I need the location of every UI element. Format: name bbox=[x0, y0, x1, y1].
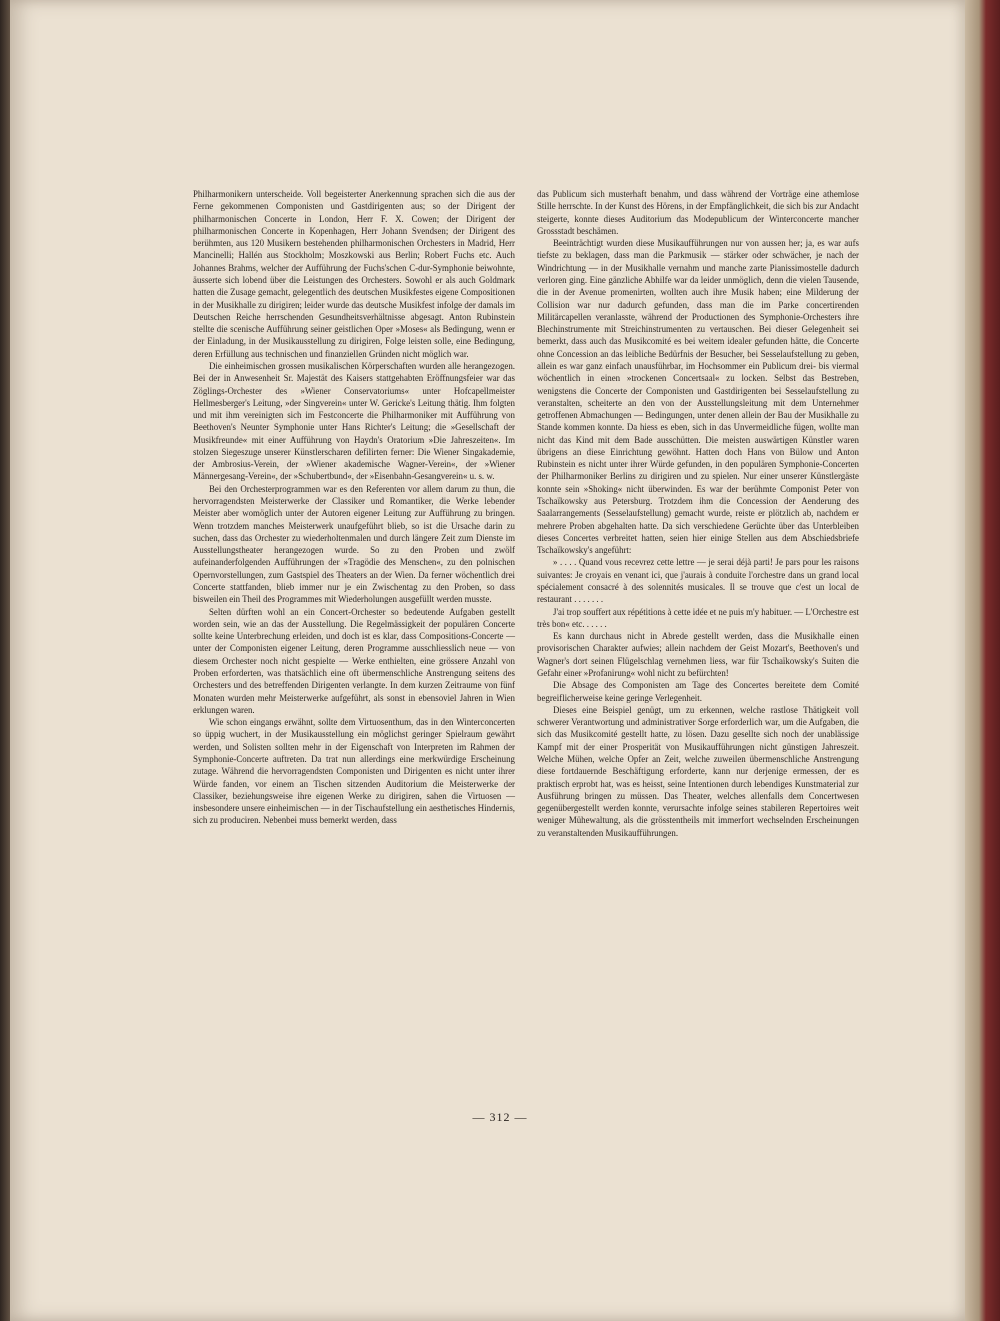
left-paragraph-4: Selten dürften wohl an ein Concert-Orchester so bedeutende Aufgaben gestellt worden sein, wie an das der Ausstellung. Die Regelmässigkeit der populären Concerte sollte keine Unterbrechung erleiden, und doch ist es klar, dass Compositions-Concerte — unter der Componisten eigener Leitung, deren Programme ausschliesslich neue — von diesem Orchester noch nicht gespielte — Werke enthielten, eine grössere Anzahl von Proben erforderten, was thatsächlich eine oft übermenschliche Anstrengung seitens des Orchesters und des betreffenden Dirigenten verlangte. In dem kurzen Zeitraume von fünf Monaten wurden mehr Meisterwerke aufgeführt, als sonst in ebensoviel Jahren in Wien erklungen waren. bbox=[193, 606, 515, 715]
left-paragraph-3: Bei den Orchesterprogrammen war es den Referenten vor allem darum zu thun, die hervorragendsten Meisterwerke der Classiker und Romantiker, die Werke lebender Meister aber womöglich unter der Autoren eigener Leitung zur Aufführung zu bringen. Wenn trotzdem manches Meisterwerk unaufgeführt blieb, so ist die Ursache darin zu suchen, dass das Orchester zu wiederholtenmalen und durch längere Zeit zum Dienste im Ausstellungstheater herangezogen wurde. So zu den Proben und zwölf aufeinanderfolgenden Aufführungen der »Tragödie des Menschen«, zu den polnischen Opernvorstellungen, zum Gastspiel des Theaters an der Wien. Da ferner wöchentlich drei Concerte stattfanden, blieb immer nur je ein Zwischentag zu den Proben, so dass bisweilen ein Theil des Programmes mit Wiederholungen ausgefüllt werden musste. bbox=[193, 483, 515, 605]
right-french-quote-1: » . . . . Quand vous recevrez cette lettre — je serai déjà parti! Je pars pour les raisons suivantes: Je croyais en venant ici, que j'aurais à conduite l'orchestre dans un grand local spécialement consacré à des solennités musicales. Il se trouve que c'est un local de restaurant . . . . . . . bbox=[537, 557, 859, 605]
right-french-quote-2: J'ai trop souffert aux répétitions à cette idée et ne puis m'y habituer. — L'Orchestre est très bon« etc. . . . . . bbox=[537, 606, 859, 629]
right-paragraph-3: Es kann durchaus nicht in Abrede gestellt werden, dass die Musikhalle einen provisorischen Charakter aufwies; allein nachdem der Geist Mozart's, Beethoven's und Wagner's dort seinen Flügelschlag vernehmen liess, war für Tschaïkowsky's Suiten die Gefahr einer »Profanirung« wohl nicht zu befürchten! bbox=[537, 631, 859, 678]
left-paragraph-2: Die einheimischen grossen musikalischen Körperschaften wurden alle herangezogen. Bei der in Anwesenheit Sr. Majestät des Kaisers stattgehabten Eröffnungsfeier war das Zöglings-Orchester des »Wiener Conservatoriums« unter Hofcapellmeister Hellmesberger's Leitung, »der Singverein« unter W. Gericke's Leitung thätig. Ihm folgten und mit ihm vereinigten sich im Festconcerte die Philharmoniker mit Aufführung von Beethoven's Neunter Symphonie unter Hans Richter's Leitung; die »Gesellschaft der Musikfreunde« mit einer Aufführung von Haydn's Oratorium »Die Jahreszeiten«. Im stolzen Siegeszuge unserer Künstlerscharen defilirten ferner: Die Wiener Singakademie, der Ambrosius-Verein, der »Wiener akademische Wagner-Verein«, der »Wiener Männergesang-Verein«, der »Schubertbund«, der »Eisenbahn-Gesangverein« u. s. w. bbox=[193, 360, 515, 482]
right-paragraph-2: Beeinträchtigt wurden diese Musikaufführungen nur von aussen her; ja, es war aufs tiefste zu beklagen, dass man die Parkmusik — stärker oder schwächer, je nach der Windrichtung — in der Musikhalle vernahm und manche zarte Pianissimostelle dadurch verloren ging. Eine gänzliche Abhilfe war da leider unmöglich, denn die vielen Tausende, die in der Avenue promenirten, wollten auch ihre Musik haben; eine Milderung der Collision war nur dadurch gefunden, dass man die im Parke concertirenden Militärcapellen veranlasste, während der Productionen des Symphonie-Orchesters ihre Blechinstrumente mit Streichinstrumenten zu vertauschen. Bei dieser Gelegenheit sei bemerkt, dass auch das Musikcomité es bei weitem idealer gefunden hätte, die Concerte ohne Concession an das leibliche Bedürfnis der Besucher, bei Sesselaufstellung zu geben, allein es war ganz einfach unausführbar, im Hochsommer ein Publicum drei- bis viermal wöchentlich in einen »trockenen Concertsaal« zu locken. Selbst das Bestreben, wenigstens die Concerte der Componisten und Gastdirigenten bei Sesselaufstellung zu veranstalten, scheiterte an den von der Ausstellungsleitung mit dem Unternehmer getroffenen Abmachungen — Bedingungen, unter denen allein der Bau der Musikhalle zu Stande kommen konnte. Da hiess es eben, sich in das Unvermeidliche fügen, wollte man nicht das Kind mit dem Bade ausschütten. Die meisten auswärtigen Künstler waren übrigens an diese Einrichtung gewöhnt. Hatten doch Hans von Bülow und Anton Rubinstein es nicht unter ihrer Würde gefunden, in den populären Symphonie-Concerten der Philharmoniker Berlins zu dirigiren und zu spielen. Nur einer unserer Künstlergäste konnte sein »Shoking« nicht überwinden. Es war der berühmte Componist Peter von Tschaïkowsky aus Petersburg. Trotzdem ihm die Concession der Aenderung des Saalarrangements (Sesselaufstellung) gemacht wurde, reiste er plötzlich ab, nachdem er mehrere Proben abgehalten hatte. Da sich verschiedene Gerüchte über das Unterbleiben dieses Concertes verbreitet hatten, seien hier einige Stellen aus dem Abschiedsbriefe Tschaïkowsky's angeführt: bbox=[537, 238, 859, 556]
right-text-column bbox=[537, 188, 859, 839]
right-paragraph-1: das Publicum sich musterhaft benahm, und dass während der Vorträge eine athemlose Stille herrschte. In der Kunst des Hörens, in der Empfänglichkeit, die sich bis zur Andacht steigerte, konnte dieses Auditorium das Modepublicum der Winterconcerte mancher Grossstadt beschämen. bbox=[537, 189, 859, 236]
page-number: — 312 — bbox=[472, 1110, 528, 1124]
left-text-column bbox=[193, 188, 515, 827]
left-paragraph-5: Wie schon eingangs erwähnt, sollte dem Virtuosenthum, das in den Winterconcerten so üppig wuchert, in der Musikausstellung ein möglichst geringer Spielraum gewährt werden, und Solisten sollten mehr in der Eigenschaft von Interpreten im Rahmen der Symphonie-Concerte auftreten. Da trat nun allerdings eine merkwürdige Erscheinung zutage. Während die hervorragendsten Componisten und Dirigenten es nicht unter ihrer Würde fanden, vor einem an Tischen sitzenden Auditorium die Meisterwerke der Classiker, beziehungsweise ihre eigenen Werke zu dirigiren, sahen die Virtuosen — insbesondere unsere einheimischen — in der Tischaufstellung ein aesthetisches Hindernis, sich zu produciren. Nebenbei muss bemerkt werden, dass bbox=[193, 717, 515, 826]
left-paragraph-1: Philharmonikern unterscheide. Voll begeisterter Anerkennung sprachen sich die aus der Ferne gekommenen Componisten und Gastdirigenten aus; so der Dirigent der philharmonischen Concerte in London, Herr F. X. Cowen; der Dirigent der philharmonischen Concerte in Kopenhagen, Herr Johann Svendsen; der Dirigent des berühmten, aus 120 Musikern bestehenden philharmonischen Orchesters in Madrid, Herr Mancinelli; Hallén aus Stockholm; Moszkowski aus Berlin; Robert Fuchs etc. Auch Johannes Brahms, welcher der Aufführung der Fuchs'schen C-dur-Symphonie beiwohnte, äusserte sich lobend über die Leistungen des Orchesters. Sowohl er als auch Goldmark hatten die Zusage gemacht, gelegentlich des deutschen Musikfestes eigene Compositionen in der Musikhalle zu dirigiren; leider wurde das deutsche Musikfest infolge der damals im Deutschen Reiche herrschenden Gesundheitsverhältnisse abgesagt. Anton Rubinstein stellte die scenische Aufführung seiner geistlichen Oper »Moses« als Bedingung, wenn er der Einladung, in der Musikausstellung zu dirigiren, Folge leisten solle, eine Bedingung, deren Erfüllung aus technischen und finanziellen Gründen nicht möglich war. bbox=[193, 189, 515, 359]
right-paragraph-5: Dieses eine Beispiel genügt, um zu erkennen, welche rastlose Thätigkeit voll schwerer Verantwortung und administrativer Sorge erforderlich war, um die Aufgaben, die sich das Musikcomité gestellt hatte, zu lösen. Dazu gesellte sich noch der unablässige Kampf mit der einer Prosperität von Musikaufführungen nicht günstigen Jahreszeit. Welche Mühen, welche Opfer an Zeit, welche zuweilen übermenschliche Anstrengung diese fortdauernde Beschäftigung erforderte, kann nur derjenige ermessen, der es praktisch erprobt hat, was es heisst, seine Intentionen durch lebendiges Kunstmaterial zur Ausführung bringen zu müssen. Das Theater, welches allenfalls dem Concertwesen gegenübergestellt werden konnte, verursachte infolge seines stabileren Repertoires weit weniger Mühewaltung, als die grösstentheils mit immerfort wechselnden Erscheinungen zu veranstaltenden Musikaufführungen. bbox=[537, 704, 859, 838]
right-paragraph-4: Die Absage des Componisten am Tage des Concertes bereitete dem Comité begreiflicherweise keine geringe Verlegenheit. bbox=[537, 680, 859, 703]
